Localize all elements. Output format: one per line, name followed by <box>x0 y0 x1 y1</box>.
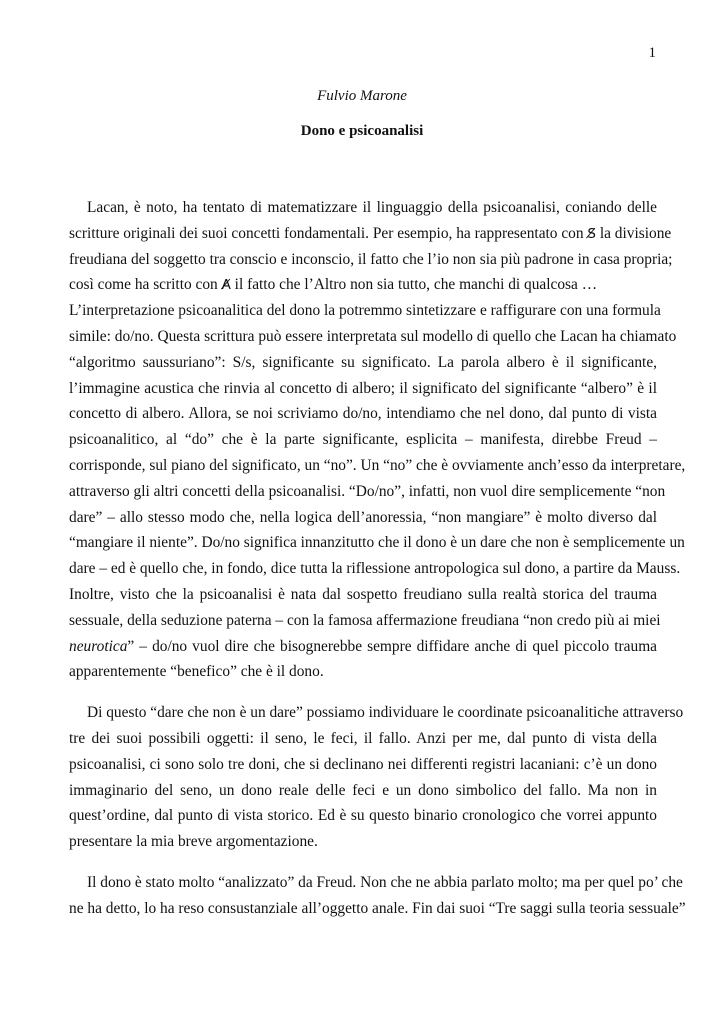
text-segment: così come ha scritto con <box>69 276 222 294</box>
author-name: Fulvio Marone <box>317 88 407 104</box>
text-line: Inoltre, visto che la psicoanalisi è nata dal sospetto freudiano sulla realtà storica del trauma <box>69 585 657 603</box>
text-line: simile: do/no. Questa scrittura può essere interpretata sul modello di quello che Lacan ha chiamato <box>69 327 677 345</box>
body-text <box>69 195 686 937</box>
text-line: “mangiare il niente”. Do/no significa innanzitutto che il dono è un dare che non è semplicemente un <box>69 534 685 552</box>
text-line: Il dono è stato molto “analizzato” da Freud. Non che ne abbia parlato molto; ma per quel po’ che <box>87 873 683 891</box>
text-line: dare – ed è quello che, in fondo, dice tutta la riflessione antropologica sul dono, a partire da Mauss. <box>69 560 681 578</box>
text-line: psicoanalisi, ci sono solo tre doni, che si declinano nei differenti registri lacaniani: c’è un dono <box>69 755 657 773</box>
paragraph <box>69 700 684 855</box>
barred-s-symbol: S̸ <box>587 225 596 242</box>
text-line <box>69 221 672 247</box>
text-line: dare” – allo stesso modo che, nella logica dell’anoressia, “non mangiare” è molto diverso dal <box>69 508 657 526</box>
text-line: l’immagine acustica che rinvia al concetto di albero; il significato del significante “albero” è il <box>69 379 657 397</box>
text-line <box>69 634 657 660</box>
text-line: concetto di albero. Allora, se noi scriviamo do/no, intendiamo che nel dono, dal punto di vista <box>69 405 657 423</box>
text-line: tre dei suoi possibili oggetti: il seno, le feci, il fallo. Anzi per me, dal punto di vista della <box>69 729 657 747</box>
text-line: “algoritmo saussuriano”: S/s, significante su significato. La parola albero è il significante, <box>69 353 657 371</box>
text-line: presentare la mia breve argomentazione. <box>69 833 318 851</box>
text-line: attraverso gli altri concetti della psicoanalisi. “Do/no”, infatti, non vuol dire semplicemente “non <box>69 482 666 500</box>
text-line: immaginario del seno, un dono reale delle feci e un dono simbolico del fallo. Ma non in <box>69 781 657 799</box>
text-line: ne ha detto, lo ha reso consustanziale all’oggetto anale. Fin dai suoi “Tre saggi sulla teoria sessuale” <box>69 899 686 917</box>
text-line: corrisponde, sul piano del significato, un “no”. Un “no” che è ovviamente anch’esso da interpretare, <box>69 456 686 474</box>
text-line: sessuale, della seduzione paterna – con la famosa affermazione freudiana “non credo più ai miei <box>69 611 661 629</box>
page-number: 1 <box>648 45 656 61</box>
text-line: freudiana del soggetto tra conscio e inconscio, il fatto che l’io non sia più padrone in casa propria; <box>69 250 673 268</box>
italic-word: neurotica <box>69 637 128 655</box>
text-line: apparentemente “benefico” che è il dono. <box>69 663 324 681</box>
text-line: L’interpretazione psicoanalitica del dono la potremmo sintetizzare e raffigurare con una formula <box>69 302 661 320</box>
paragraph <box>69 195 686 685</box>
document-title: Dono e psicoanalisi <box>300 123 424 139</box>
paragraph <box>69 870 686 922</box>
barred-a-symbol: A̸ <box>221 277 231 294</box>
text-segment: ” – do/no vuol dire che bisognerebbe sempre diffidare anche di quel piccolo trauma <box>127 637 657 655</box>
text-segment: la divisione <box>596 224 672 242</box>
text-line: Di questo “dare che non è un dare” possiamo individuare le coordinate psicoanalitiche attraverso <box>87 704 684 722</box>
text-segment: il fatto che l’Altro non sia tutto, che manchi di qualcosa … <box>230 276 598 294</box>
text-line: quest’ordine, dal punto di vista storico. Ed è su questo binario cronologico che vorrei appunto <box>69 807 657 825</box>
text-line <box>69 272 657 298</box>
text-line: Lacan, è noto, ha tentato di matematizzare il linguaggio della psicoanalisi, coniando delle <box>87 199 657 216</box>
text-segment: scritture originali dei suoi concetti fondamentali. Per esempio, ha rappresentato con <box>69 224 588 242</box>
text-line: psicoanalitico, al “do” che è la parte significante, esplicita – manifesta, direbbe Freud – <box>69 431 657 449</box>
